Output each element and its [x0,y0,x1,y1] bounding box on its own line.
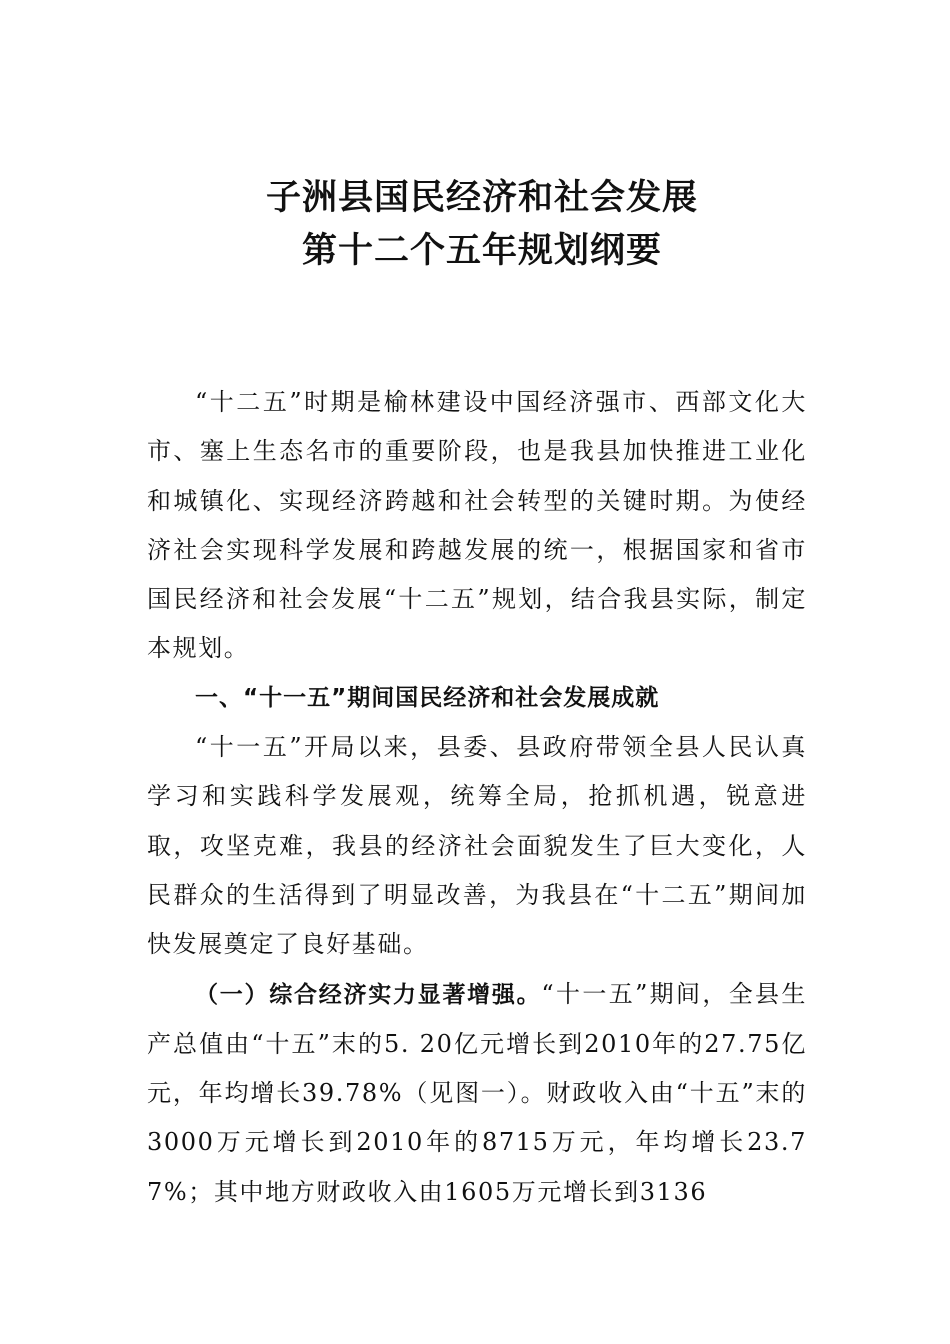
section-paragraph: “十一五”开局以来，县委、县政府带领全县人民认真学习和实践科学发展观，统筹全局，抢抓机遇，锐意进取，攻坚克难，我县的经济社会面貌发生了巨大变化，人民群众的生活得到了明显改善，为我县在“十二五”期间加快发展奠定了良好基础。 [147,733,807,959]
subsection-paragraph [147,970,807,1217]
subsection-lead: （一）综合经济实力显著增强。 [195,981,542,1008]
document-body [147,378,807,1217]
intro-paragraph: “十二五”时期是榆林建设中国经济强市、西部文化大市、塞上生态名市的重要阶段，也是我县加快推进工业化和城镇化、实现经济跨越和社会转型的关键时期。为使经济社会实现科学发展和跨越发展的统一，根据国家和省市国民经济和社会发展“十二五”规划，结合我县实际，制定本规划。 [147,388,807,663]
section-heading: 一、“十一五”期间国民经济和社会发展成就 [195,684,660,711]
document-title-line-1: 子洲县国民经济和社会发展 [265,177,698,218]
document-title-line-2: 第十二个五年规划纲要 [301,230,662,271]
subsection-text: “十一五”期间，全县生产总值由“十五”末的5. 20亿元增长到2010年的27.75亿元，年均增长39.78%（见图一）。财政收入由“十五”末的3000万元增长到2010年的8715万元，年均增长23.77%；其中地方财政收入由1605万元增长到3136 [147,979,808,1206]
